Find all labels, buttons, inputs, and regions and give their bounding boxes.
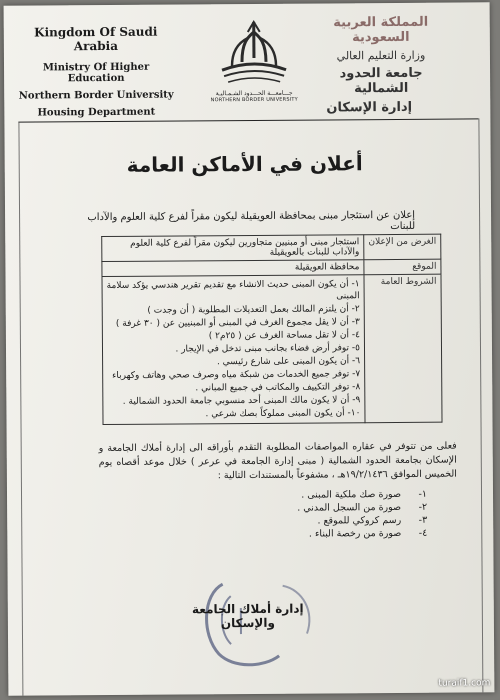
- university-logo: [204, 18, 305, 115]
- attachment-text: صورة من رخصة البناء .: [308, 527, 402, 540]
- university-en: Northern Border University: [18, 89, 174, 102]
- department-ar: إدارة الإسكان: [326, 99, 413, 116]
- purpose-value: استئجار مبنى أو مبنيين متجاورين ليكون مقراً لفرع كلية العلوم والآداب للبنات بالعويقيلة: [102, 235, 364, 262]
- table-row-purpose: [102, 234, 441, 261]
- document-page: [4, 2, 495, 695]
- conditions-cell: [102, 275, 365, 425]
- right-border: [478, 118, 483, 695]
- announcement-intro: إعلان عن استئجار مبنى بمحافظة العويقيلة ليكون مقراً لفرع كلية العلوم والآداب للبنات: [87, 209, 416, 233]
- logo-emblem-icon: [214, 18, 294, 87]
- list-item: ٥- توفر أرض فضاء بجانب مبنى تدخل في الإيجار .: [175, 343, 361, 355]
- attachment-number: ٢-: [418, 501, 428, 513]
- attachment-number: ٣-: [418, 514, 428, 526]
- english-letterhead: [16, 25, 177, 119]
- closing-paragraph: فعلى من تتوفر في عقاره المواصفات المطلوبة التقدم بأوراقه الى إدارة أملاك الجامعة و الإسكان بجامعة الحدود الشمالية ( مبنى إدارة الجامعة في عرعر ) خلال موعد أقصاه يوم الخميس الموافق ١٩/٢/١٤٣٦هـ ، مشفوعاً بالمستندات التالية :: [98, 440, 457, 482]
- attachment-text: صورة صك ملكية المبنى .: [301, 488, 402, 501]
- list-item: [227, 527, 427, 541]
- conditions-list: [107, 278, 361, 421]
- announcement-title: أعلان في الأماكن العامة: [126, 151, 363, 177]
- arabic-letterhead: [316, 15, 447, 120]
- kingdom-ar: المملكة العربية السعودية: [333, 14, 429, 46]
- location-label: الموقع: [364, 259, 441, 275]
- ministry-en: Ministry Of Higher Education: [42, 61, 150, 85]
- list-item: ٨- توفر التكييف والمكاتب في جميع المباني .: [195, 382, 361, 394]
- kingdom-en: Kingdom Of Saudi Arabia: [34, 24, 158, 54]
- list-item: ٩- أن لا يكون مالك المبنى أحد منسوبي جامعة الحدود الشمالية .: [122, 395, 361, 407]
- list-item: ٤- أن لا تقل مساحة الغرف عن ( ٢٥م٢ ): [208, 330, 360, 342]
- left-border: [18, 122, 23, 696]
- conditions-label: الشروط العامة: [364, 274, 442, 423]
- attachment-text: صورة من السجل المدني .: [297, 501, 402, 514]
- department-en: Housing Department: [37, 106, 156, 119]
- attachment-number: ٤-: [418, 527, 428, 539]
- attachment-text: رسم كروكي للموقع .: [317, 514, 402, 527]
- university-ar: جامعة الحدود الشمالية: [339, 65, 423, 97]
- signature-block: إدارة أملاك الجامعة والإسكان: [191, 601, 304, 631]
- list-item: ١٠- أن يكون المبنى مملوكاً بصك شرعي .: [205, 408, 361, 420]
- ministry-ar: وزارة التعليم العالي: [336, 48, 426, 63]
- header-divider: [18, 118, 478, 122]
- logo-name-ar: جـــامعـــة الحـــدود الشـمـاليـة: [215, 89, 293, 98]
- attachments-list: [227, 488, 427, 541]
- list-item: ٣- أن لا يقل مجموع الغرف في المبنى أو المبنيين عن ( ٣٠ غرفة ): [115, 317, 360, 329]
- site-watermark: turaif1.com: [438, 678, 491, 689]
- purpose-label: الغرض من الإعلان: [364, 234, 441, 260]
- list-item: ٧- توفر جميع الخدمات من شبكة مياه وصرف صحي وهاتف وكهرباء: [112, 369, 361, 381]
- table-row-conditions: [102, 274, 442, 424]
- logo-name-en: NORTHERN BORDER UNIVERSITY: [210, 96, 298, 104]
- list-item: ١- أن يكون المبنى حديث الانشاء مع تقديم تقرير هندسي يؤكد سلامة المبنى: [106, 279, 360, 302]
- details-table: [101, 234, 442, 425]
- list-item: ٦- أن يكون المبنى على شارع رئيسي .: [216, 356, 361, 368]
- list-item: ٢- أن يلتزم المالك بعمل التعديلات المطلوبة ( أن وجدت ): [147, 304, 360, 316]
- location-value: محافظة العويقيلة: [102, 260, 364, 277]
- attachment-number: ١-: [418, 488, 428, 500]
